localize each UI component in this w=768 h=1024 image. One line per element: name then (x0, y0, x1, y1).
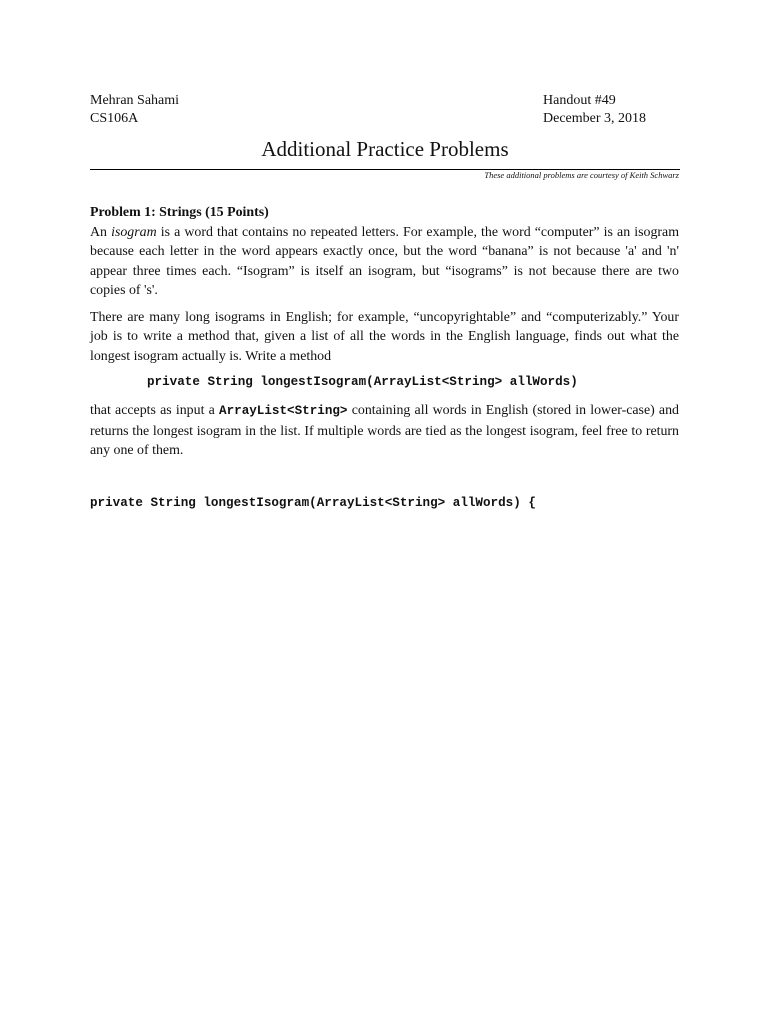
handout-number: Handout #49 (543, 93, 616, 108)
text-run: is a word that contains no repeated letters. For example, the word “computer” is an isogram because each letter in the word appears exactly once, but the word “banana” is not because 'a' and 'n' appear three times each. “Isogram” is itself an isogram, but “isograms” is not because there are two copies of 's'. (90, 224, 679, 298)
text-run: An (90, 224, 112, 240)
text-run: containing all words in English (stored in lower-case) and returns the longest isogram in the list. If multiple words are tied as the longest isogram, feel free to return any one of them. (90, 403, 679, 458)
problem-paragraph-2: There are many long isograms in English; for example, “uncopyrightable” and “computerizably.” Your job is to write a method that, given a list of all the words in the English language, finds out what the longest isogram actually is. Write a method (90, 309, 679, 364)
problem-heading: Problem 1: Strings (15 Points) (90, 205, 269, 220)
method-stub: private String longestIsogram(ArrayList<String> allWords) { (90, 496, 536, 510)
header-right (543, 92, 646, 128)
page-title: Additional Practice Problems (261, 137, 509, 161)
problem-paragraph-3 (90, 401, 679, 461)
courtesy-note: These additional problems are courtesy of Keith Schwarz (484, 170, 679, 180)
isogram-term: isogram (111, 224, 157, 240)
problem-1 (90, 203, 679, 468)
author-name: Mehran Sahami (90, 93, 180, 108)
header-left (90, 92, 179, 128)
handout-date: December 3, 2018 (543, 111, 647, 126)
text-run: that accepts as input a (90, 403, 220, 418)
problem-paragraph-1 (90, 223, 679, 301)
course-code: CS106A (90, 111, 139, 126)
inline-code: ArrayList<String> (219, 404, 348, 418)
method-signature: private String longestIsogram(ArrayList<String> allWords) (147, 375, 578, 389)
